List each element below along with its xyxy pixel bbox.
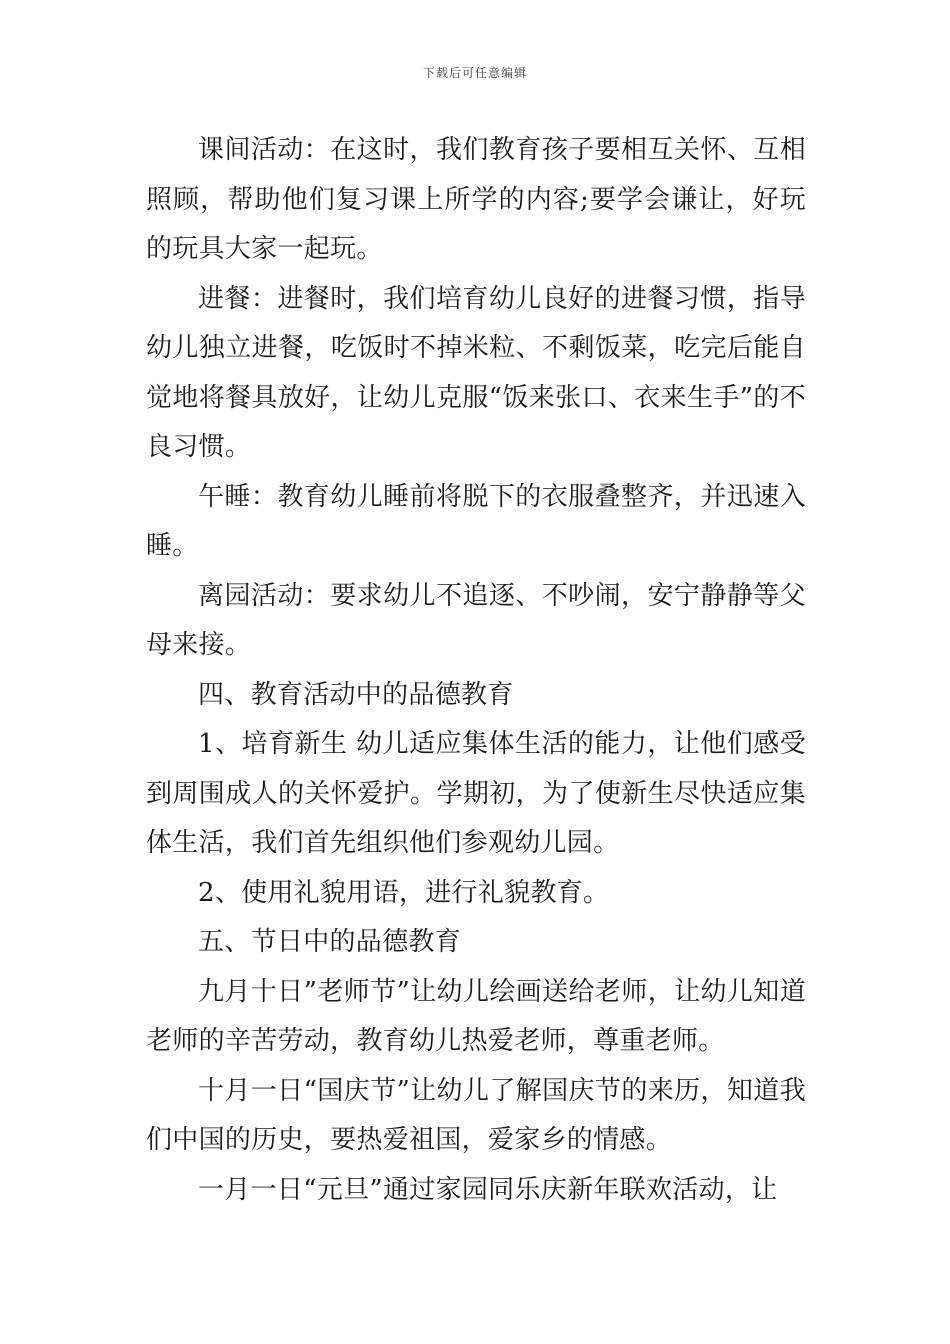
- page-header-note: 下载后可任意编辑: [422, 66, 527, 80]
- paragraph-item-two: 2、使用礼貌用语，进行礼貌教育。: [198, 877, 610, 908]
- paragraph-teachers-day: 九月十日”老师节”让幼儿绘画送给老师，让幼儿知道老师的辛苦劳动，教育幼儿热爱老师，尊重老师。: [146, 976, 806, 1056]
- paragraph-meals: 进餐：进餐时，我们培育幼儿良好的进餐习惯，指导幼儿独立进餐，吃饭时不掉米粒、不剩饭菜，吃完后能自觉地将餐具放好，让幼儿克服“饭来张口、衣来生手”的不良习惯。: [146, 283, 806, 462]
- paragraph-leaving: 离园活动：要求幼儿不追逐、不吵闹，安宁静静等父母来接。: [146, 580, 806, 660]
- paragraph-break-activities: 课间活动：在这时，我们教育孩子要相互关怀、互相照顾，帮助他们复习课上所学的内容;要学会谦让，好玩的玩具大家一起玩。: [146, 135, 806, 264]
- document-body: [146, 126, 806, 1215]
- paragraph-national-day: 十月一日“国庆节”让幼儿了解国庆节的来历，知道我们中国的历史，要热爱祖国，爱家乡的情感。: [146, 1075, 806, 1155]
- paragraph-new-year: 一月一日“元旦”通过家园同乐庆新年联欢活动，让: [198, 1174, 778, 1205]
- paragraph-nap: 午睡：教育幼儿睡前将脱下的衣服叠整齐，并迅速入睡。: [146, 481, 806, 561]
- section-heading-five: 五、节日中的品德教育: [198, 927, 462, 957]
- section-heading-four: 四、教育活动中的品德教育: [198, 679, 514, 710]
- paragraph-item-one: 1、培育新生 幼儿适应集体生活的能力，让他们感受到周围成人的关怀爱护。学期初，为了使新生尽快适应集体生活，我们首先组织他们参观幼儿园。: [146, 729, 806, 858]
